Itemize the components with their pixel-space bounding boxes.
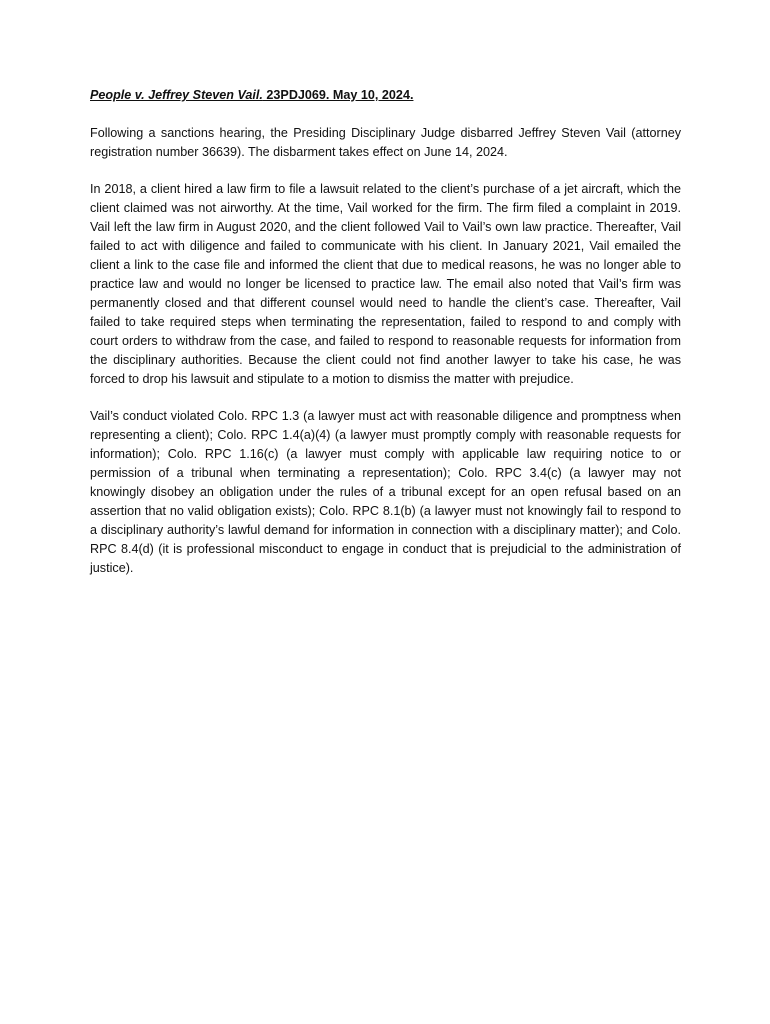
- case-heading: [90, 86, 681, 105]
- violations-paragraph: Vail’s conduct violated Colo. RPC 1.3 (a lawyer must act with reasonable diligence and promptness when representing a client); Colo. RPC 1.4(a)(4) (a lawyer must promptly comply with reasonable requests for information); Colo. RPC 1.16(c) (a lawyer must comply with applicable law requiring notice to or permission of a tribunal when terminating a representation); Colo. RPC 3.4(c) (a lawyer may not knowingly disobey an obligation under the rules of a tribunal except for an open refusal based on an assertion that no valid obligation exists); Colo. RPC 8.1(b) (a lawyer must not knowingly fail to respond to a disciplinary authority’s lawful demand for information in connection with a disciplinary matter); and Colo. RPC 8.4(d) (it is professional misconduct to engage in conduct that is prejudicial to the administration of justice).: [90, 409, 681, 575]
- summary-paragraph: Following a sanctions hearing, the Presiding Disciplinary Judge disbarred Jeffrey Steven Vail (attorney registration number 36639). The disbarment takes effect on June 14, 2024.: [90, 126, 681, 159]
- case-name: People v. Jeffrey Steven Vail.: [90, 88, 263, 102]
- facts-paragraph: In 2018, a client hired a law firm to file a lawsuit related to the client’s purchase of a jet aircraft, which the client claimed was not airworthy. At the time, Vail worked for the firm. The firm filed a complaint in 2019. Vail left the law firm in August 2020, and the client followed Vail to Vail’s own law practice. Thereafter, Vail failed to act with diligence and failed to communicate with his client. In January 2021, Vail emailed the client a link to the case file and informed the client that due to medical reasons, he was no longer able to practice law and would no longer be licensed to practice law. The email also noted that Vail’s firm was permanently closed and that different counsel would need to handle the client’s case. Thereafter, Vail failed to take required steps when terminating the representation, failed to respond to and comply with court orders to withdraw from the case, and failed to respond to reasonable requests for information from the disciplinary authorities. Because the client could not find another lawyer to take his case, he was forced to drop his lawsuit and stipulate to a motion to dismiss the matter with prejudice.: [90, 182, 681, 386]
- document-page: [90, 86, 681, 596]
- case-number-date: 23PDJ069. May 10, 2024.: [262, 88, 414, 102]
